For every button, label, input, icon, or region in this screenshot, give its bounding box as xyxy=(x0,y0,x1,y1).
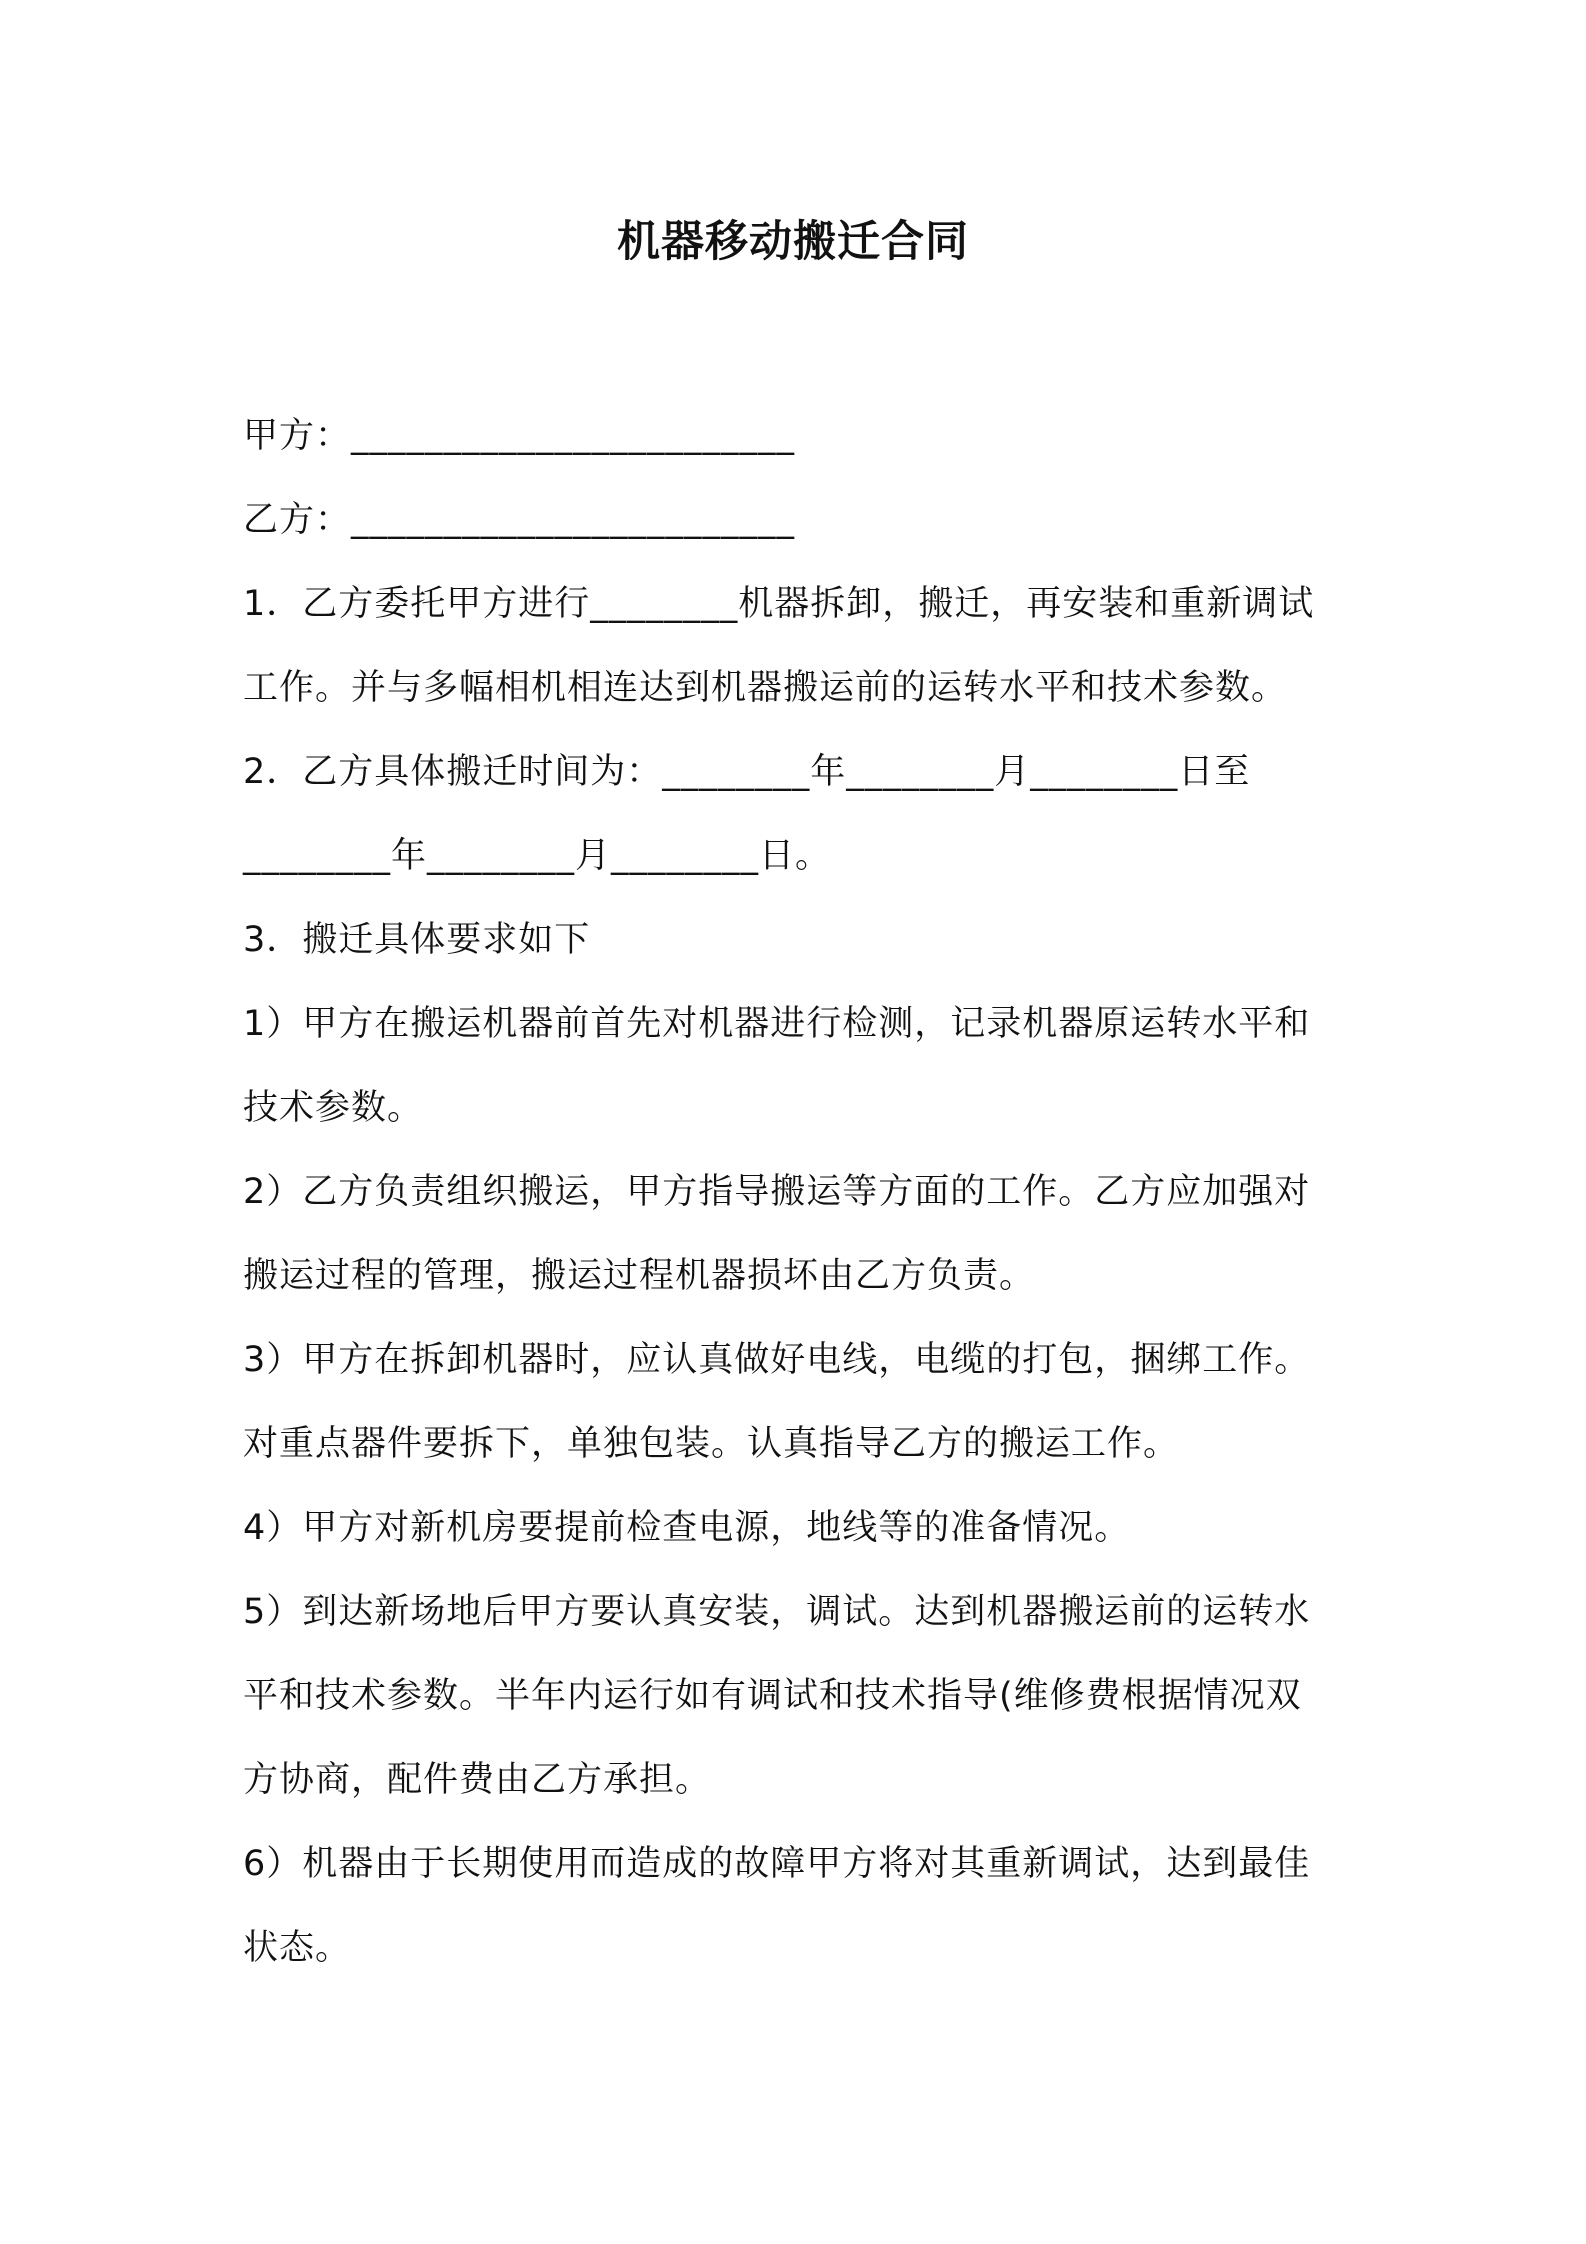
item-3-line-2: 对重点器件要拆下，单独包装。认真指导乙方的搬运工作。 xyxy=(243,1424,1180,1464)
party-b-line: 乙方：________________________ xyxy=(243,500,796,540)
item-5-line-1: 5）到达新场地后甲方要认真安装，调试。达到机器搬运前的运转水 xyxy=(243,1592,1311,1632)
clause-2-line-2: ________年________月________日。 xyxy=(243,836,832,876)
clause-2-line-1: 2．乙方具体搬迁时间为：________年________月________日至 xyxy=(243,752,1251,792)
item-1-line-1: 1）甲方在搬运机器前首先对机器进行检测，记录机器原运转水平和 xyxy=(243,1004,1311,1044)
item-2-line-2: 搬运过程的管理，搬运过程机器损坏由乙方负责。 xyxy=(243,1256,1036,1296)
item-5-line-2: 平和技术参数。半年内运行如有调试和技术指导(维修费根据情况双 xyxy=(243,1676,1302,1716)
party-a-line: 甲方：________________________ xyxy=(243,416,796,456)
item-2-line-1: 2）乙方负责组织搬运，甲方指导搬运等方面的工作。乙方应加强对 xyxy=(243,1172,1311,1212)
item-3-line-1: 3）甲方在拆卸机器时，应认真做好电线，电缆的打包，捆绑工作。 xyxy=(243,1340,1311,1380)
item-4-line-1: 4）甲方对新机房要提前检查电源，地线等的准备情况。 xyxy=(243,1508,1131,1548)
item-5-line-3: 方协商，配件费由乙方承担。 xyxy=(243,1760,712,1800)
clause-3-heading: 3．搬迁具体要求如下 xyxy=(243,920,591,960)
item-6-line-1: 6）机器由于长期使用而造成的故障甲方将对其重新调试，达到最佳 xyxy=(243,1844,1311,1884)
document-title: 机器移动搬迁合同 xyxy=(617,217,969,267)
item-1-line-2: 技术参数。 xyxy=(243,1088,424,1128)
clause-1-line-2: 工作。并与多幅相机相连达到机器搬运前的运转水平和技术参数。 xyxy=(243,668,1288,708)
clause-1-line-1: 1．乙方委托甲方进行________机器拆卸，搬迁，再安装和重新调试 xyxy=(243,584,1315,624)
item-6-line-2: 状态。 xyxy=(243,1928,352,1968)
